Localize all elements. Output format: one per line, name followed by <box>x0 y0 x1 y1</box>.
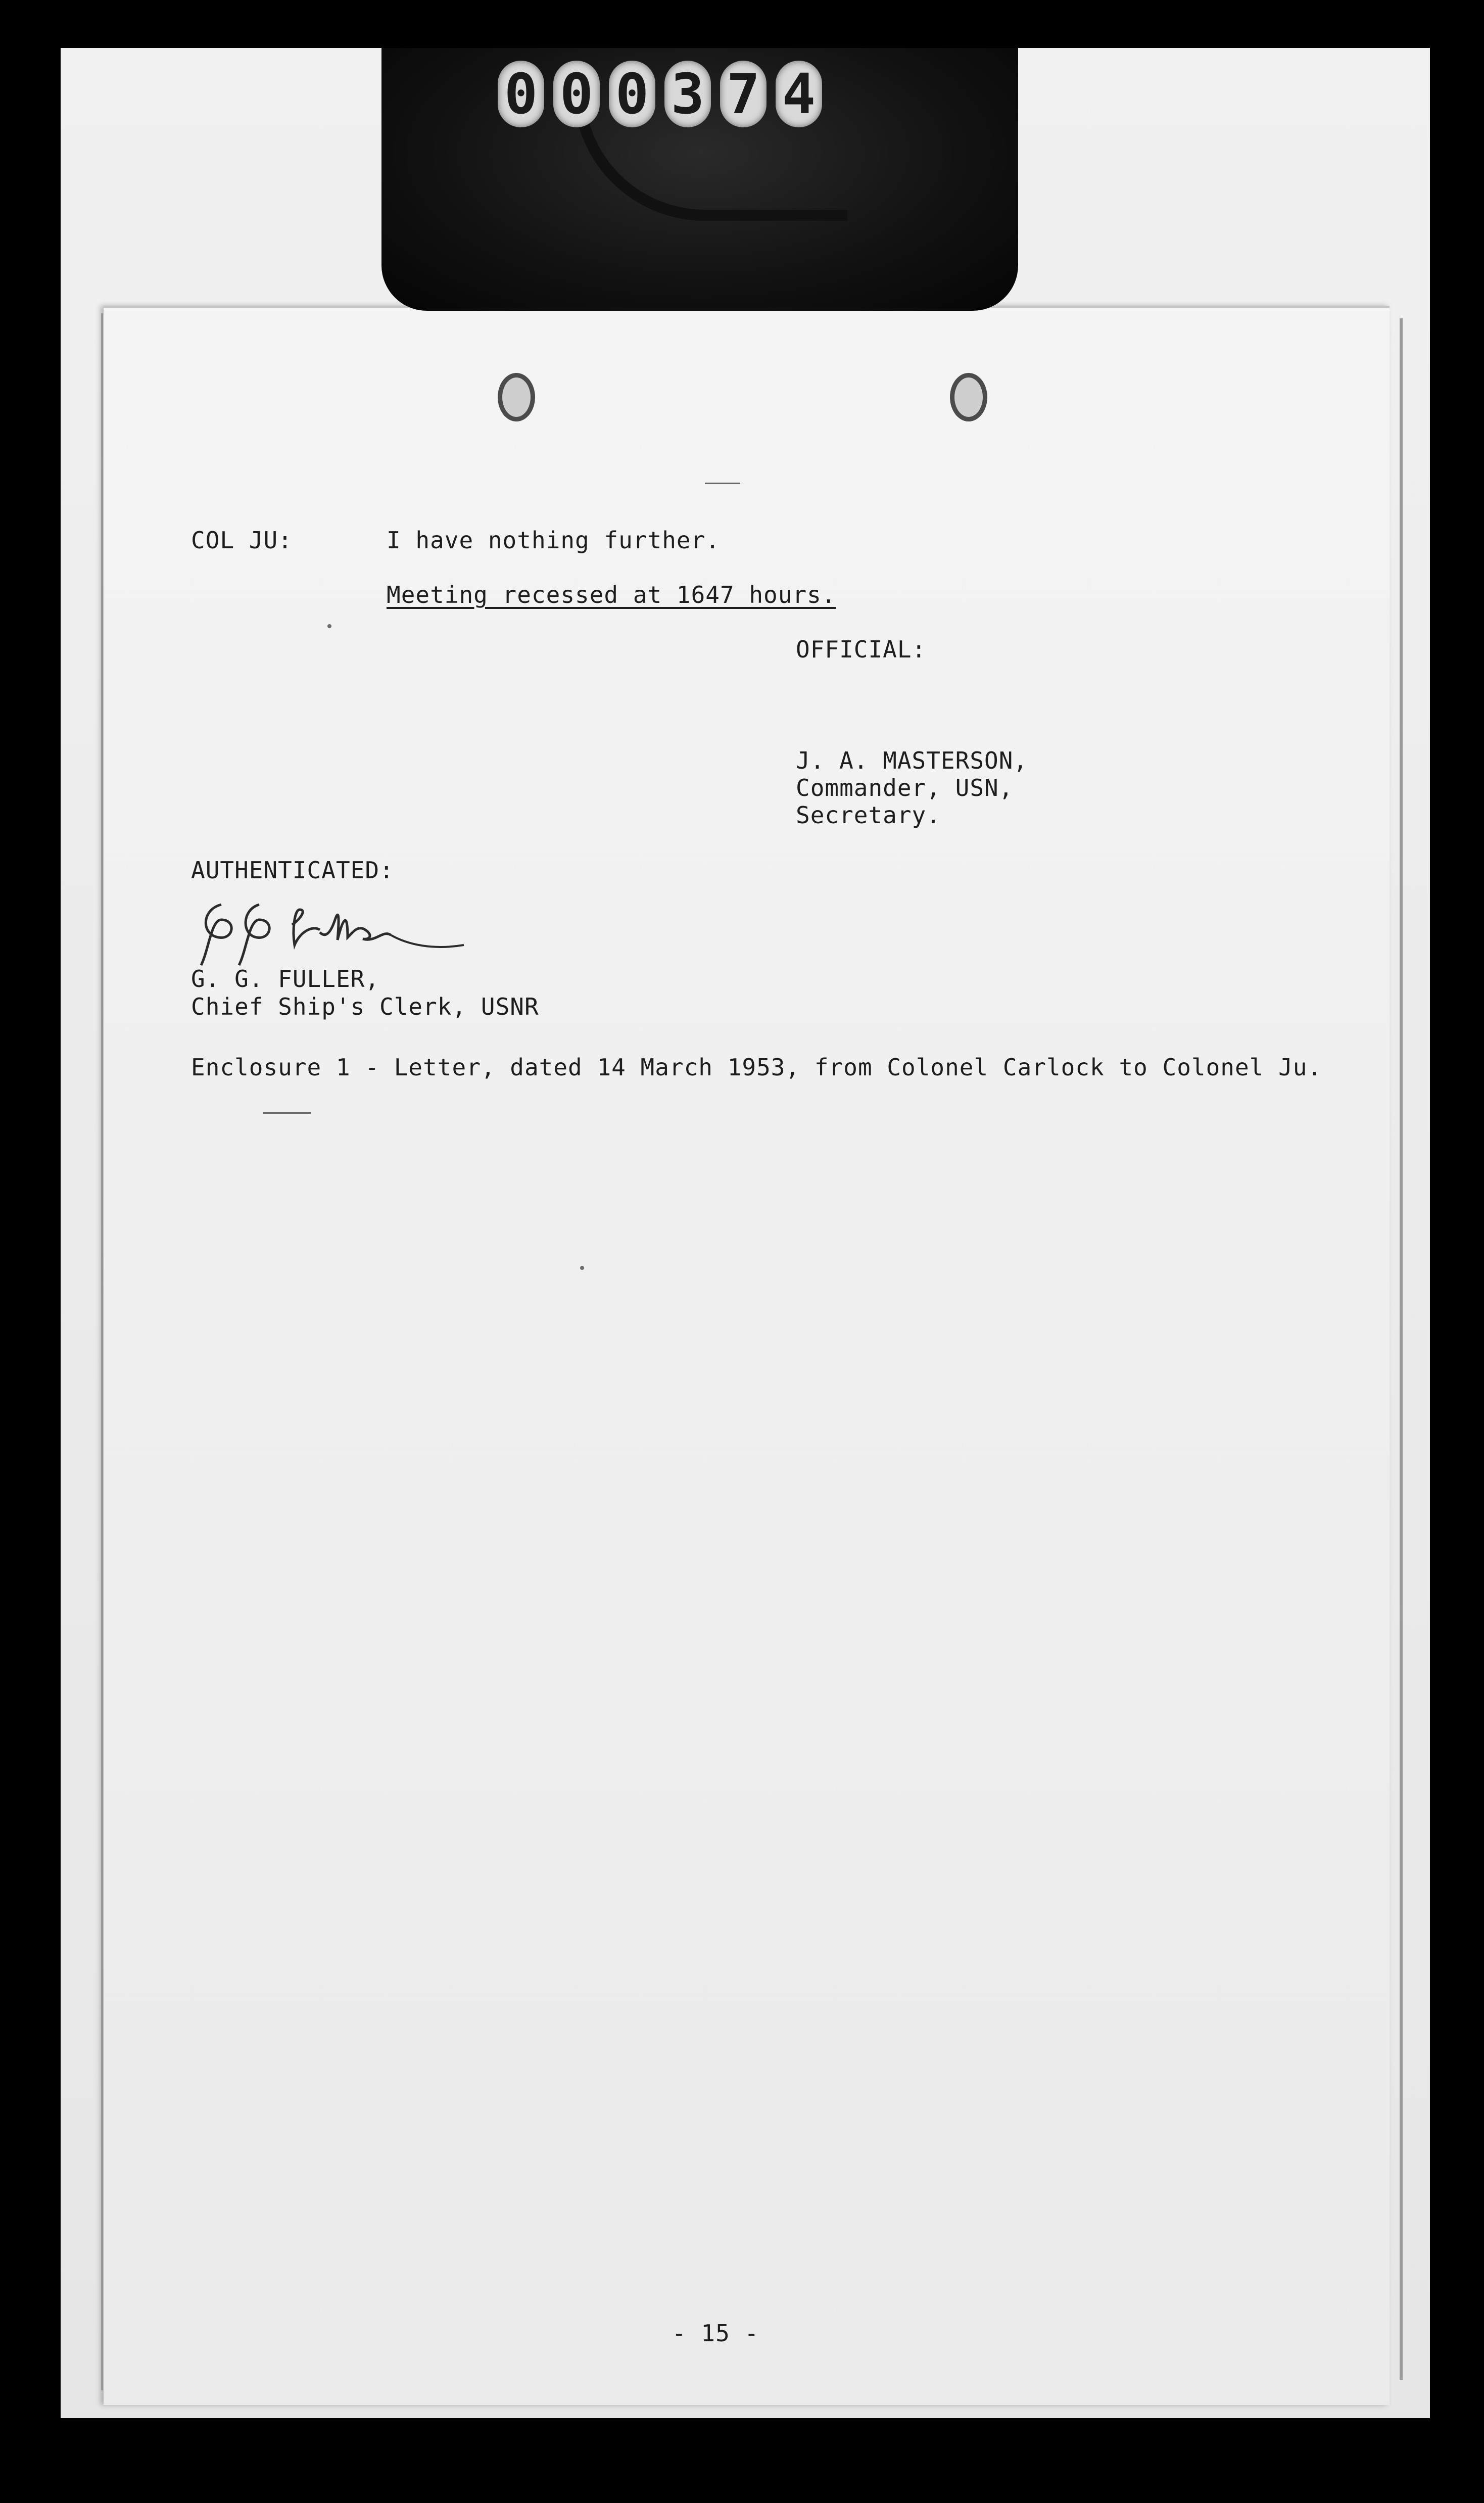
authenticated-label: AUTHENTICATED: <box>191 857 394 884</box>
stamp-digit: 0 <box>553 61 600 127</box>
binder-hole-left <box>498 373 535 421</box>
stamp-digit: 0 <box>609 61 655 127</box>
authenticated-signatory-title: Chief Ship's Clerk, USNR <box>191 993 539 1020</box>
page-edge-right <box>1400 318 1403 2380</box>
scan-mark <box>705 483 740 484</box>
speaker-statement: I have nothing further. <box>387 527 720 554</box>
stamp-digit: 4 <box>776 61 822 127</box>
stamp-digit: 7 <box>720 61 767 127</box>
scan-mark <box>327 624 331 628</box>
document-page <box>104 306 1390 2405</box>
stamp-digit: 3 <box>664 61 711 127</box>
stamp-digit: 0 <box>498 61 544 127</box>
page-edge-left <box>101 313 103 2390</box>
handwritten-signature <box>191 889 474 975</box>
scan-mark <box>263 1112 311 1114</box>
official-signatory-title: Commander, USN, <box>796 774 1014 801</box>
page-number: - 15 - <box>672 2320 759 2347</box>
official-signatory-name: J. A. MASTERSON, <box>796 747 1028 774</box>
enclosure-line: Enclosure 1 - Letter, dated 14 March 1953, from Colonel Carlock to Colonel Ju. <box>191 1054 1322 1081</box>
speaker-label: COL JU: <box>191 527 293 554</box>
stamp-number <box>498 61 882 131</box>
authenticated-signatory-name: G. G. FULLER, <box>191 965 380 993</box>
official-signatory-role: Secretary. <box>796 801 941 829</box>
binder-hole-right <box>950 373 987 421</box>
recess-note: Meeting recessed at 1647 hours. <box>387 581 836 608</box>
official-label: OFFICIAL: <box>796 636 927 663</box>
scan-mark <box>580 1266 584 1270</box>
